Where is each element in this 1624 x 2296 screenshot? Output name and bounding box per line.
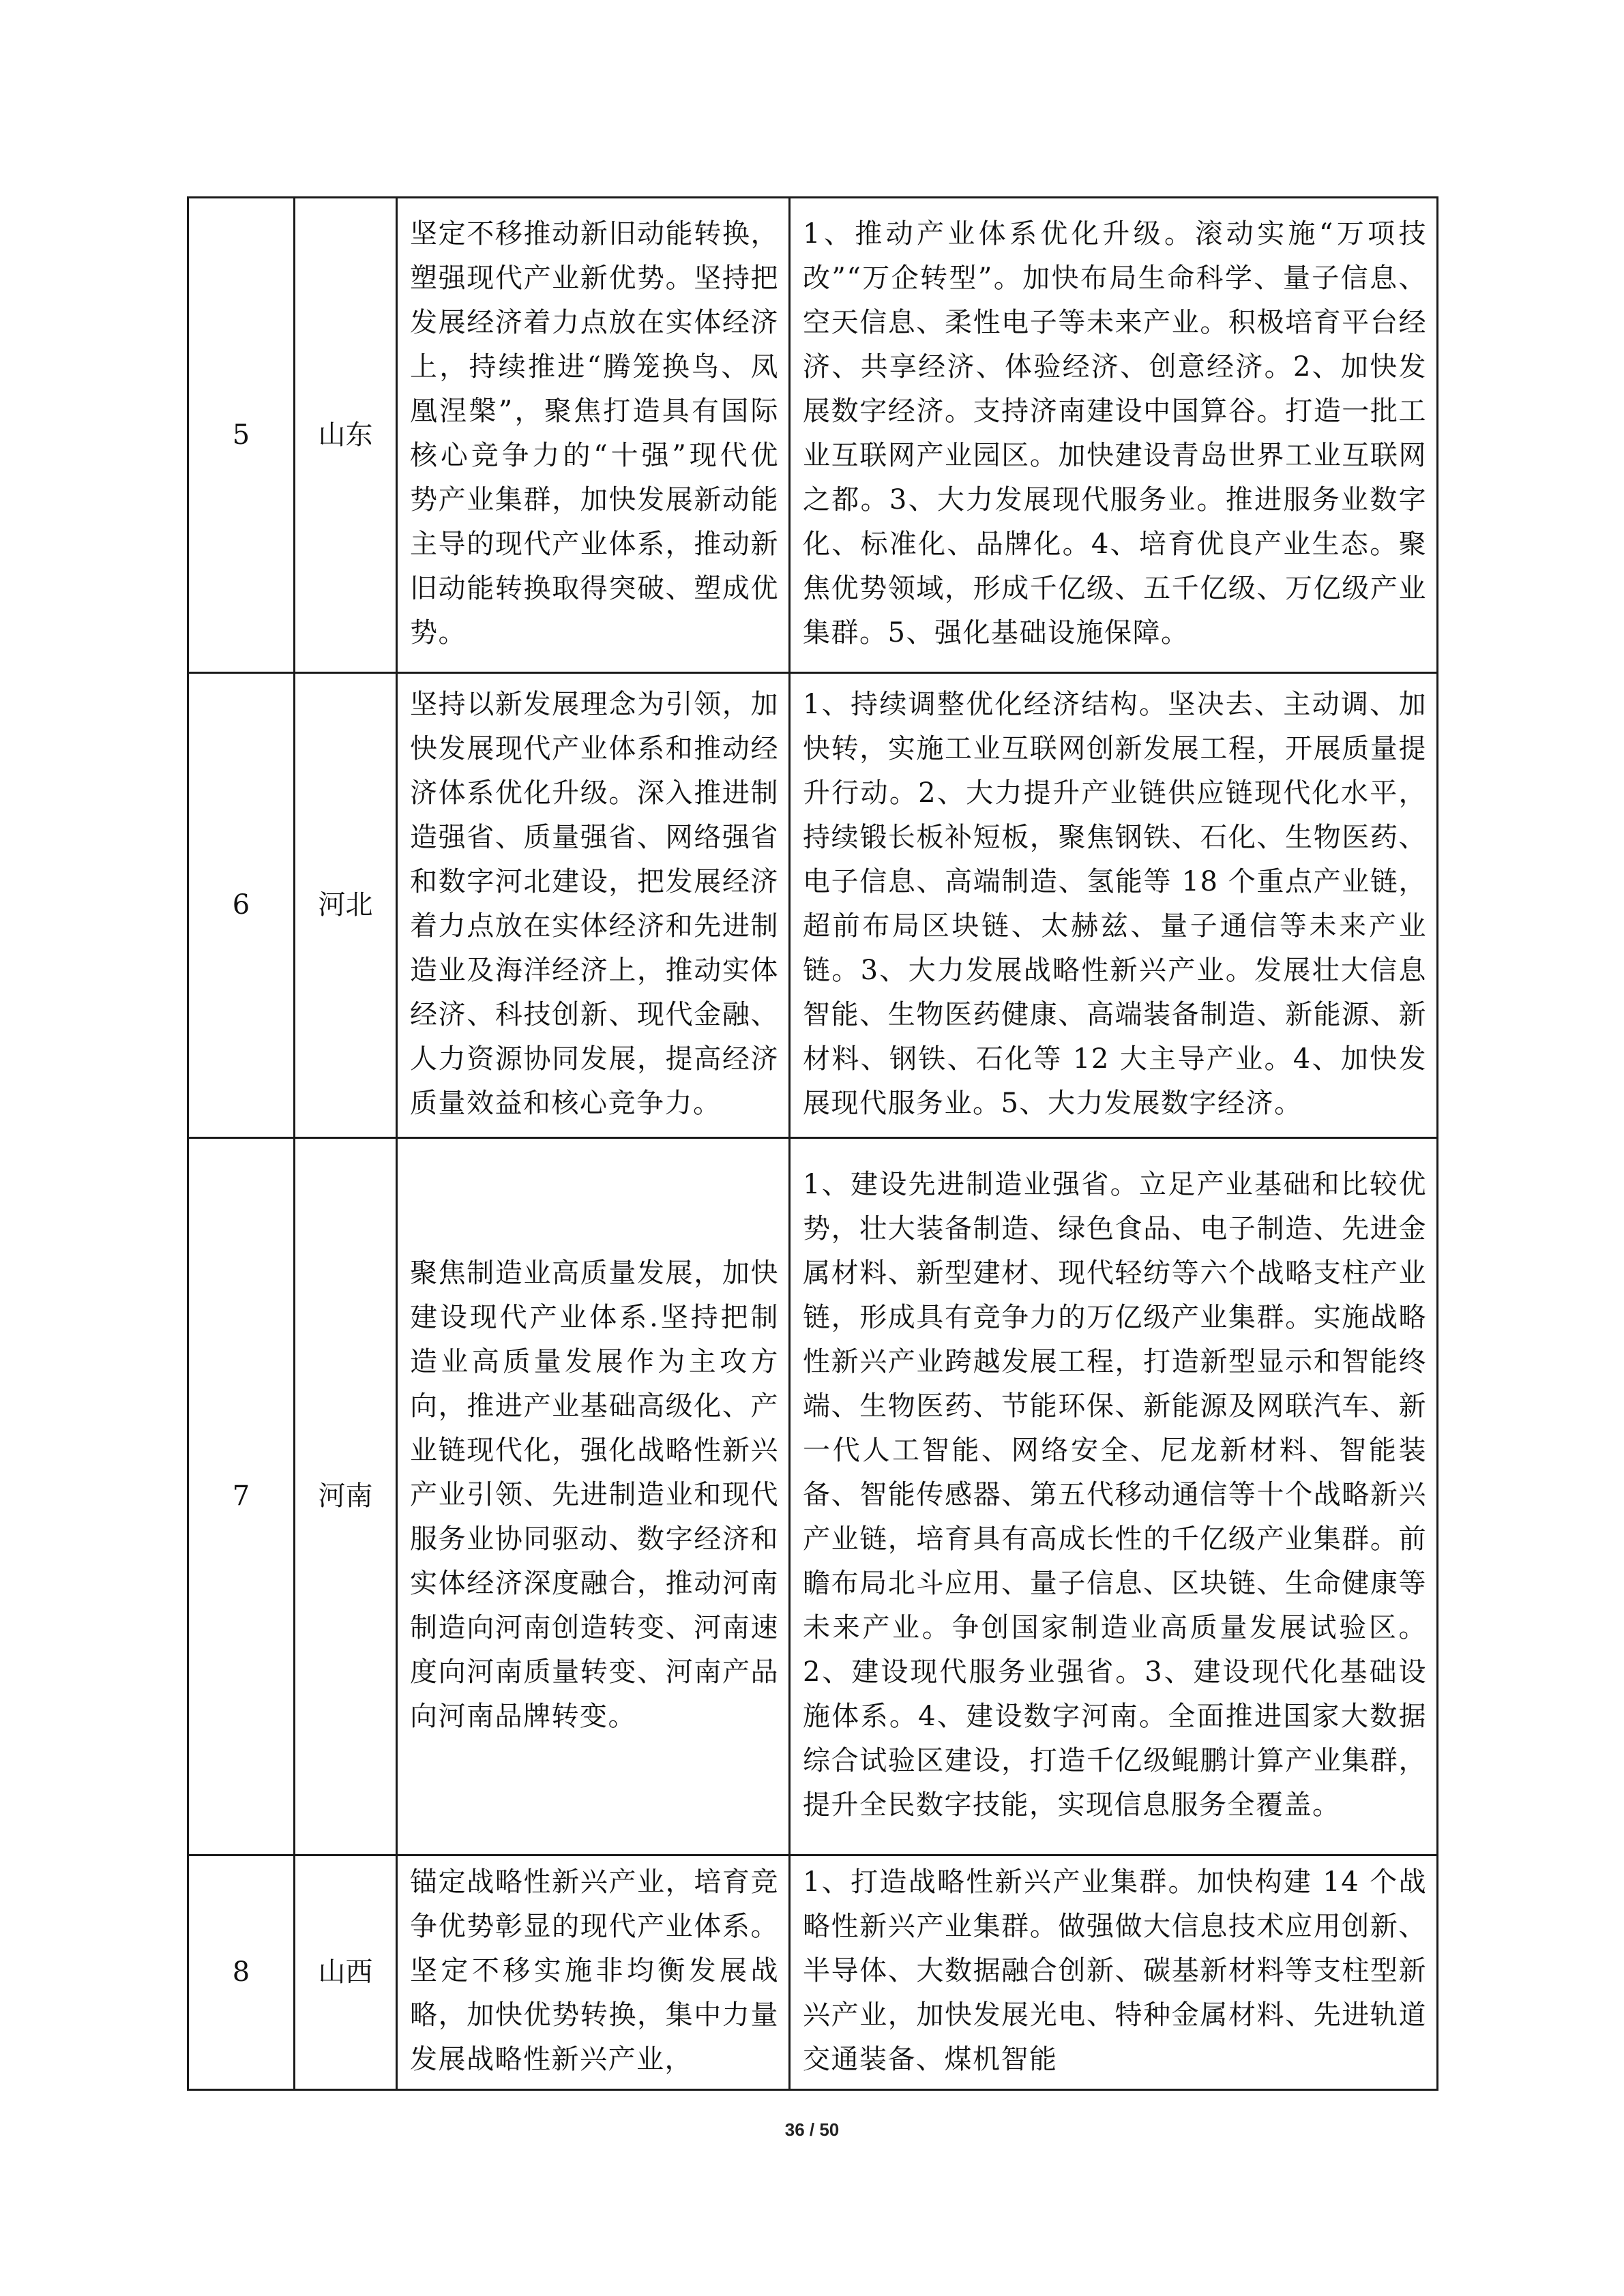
page-number: 36 / 50 [784,2119,840,2140]
key-measures: 1、持续调整优化经济结构。坚决去、主动调、加快转，实施工业互联网创新发展工程，开展质量提升行动。2、大力提升产业链供应链现代化水平，持续锻长板补短板，聚焦钢铁、石化、生物医药、电子信息、高端制造、氢能等 18 个重点产业链，超前布局区块链、太赫兹、量子通信等未来产业链。3、大力发展战略性新兴产业。发展壮大信息智能、生物医药健康、高端装备制造、新能源、新材料、钢铁、石化等 12 大主导产业。4、加快发展现代服务业。5、大力发展数字经济。 [790,673,1438,1138]
key-measures: 1、建设先进制造业强省。立足产业基础和比较优势，壮大装备制造、绿色食品、电子制造、先进金属材料、新型建材、现代轻纺等六个战略支柱产业链，形成具有竞争力的万亿级产业集群。实施战略性新兴产业跨越发展工程，打造新型显示和智能终端、生物医药、节能环保、新能源及网联汽车、新一代人工智能、网络安全、尼龙新材料、智能装备、智能传感器、第五代移动通信等十个战略新兴产业链，培育具有高成长性的千亿级产业集群。前瞻布局北斗应用、量子信息、区块链、生命健康等未来产业。争创国家制造业高质量发展试验区。2、建设现代服务业强省。3、建设现代化基础设施体系。4、建设数字河南。全面推进国家大数据综合试验区建设，打造千亿级鲲鹏计算产业集群，提升全民数字技能，实现信息服务全覆盖。 [790,1138,1438,1855]
row-number: 5 [188,198,295,673]
row-number: 7 [188,1138,295,1855]
province-name: 河南 [295,1138,397,1855]
province-name: 山东 [295,198,397,673]
development-direction: 聚焦制造业高质量发展，加快建设现代产业体系.坚持把制造业高质量发展作为主攻方向，推进产业基础高级化、产业链现代化，强化战略性新兴产业引领、先进制造业和现代服务业协同驱动、数字经济和实体经济深度融合，推动河南制造向河南创造转变、河南速度向河南质量转变、河南产品向河南品牌转变。 [397,1138,790,1855]
table-row [188,1138,1438,1855]
row-number: 6 [188,673,295,1138]
table-row [188,198,1438,673]
development-direction: 锚定战略性新兴产业，培育竞争优势彰显的现代产业体系。坚定不移实施非均衡发展战略，加快优势转换，集中力量发展战略性新兴产业， [397,1855,790,2090]
province-name: 山西 [295,1855,397,2090]
key-measures: 1、打造战略性新兴产业集群。加快构建 14 个战略性新兴产业集群。做强做大信息技术应用创新、半导体、大数据融合创新、碳基新材料等支柱型新兴产业，加快发展光电、特种金属材料、先进轨道交通装备、煤机智能 [790,1855,1438,2090]
table-row [188,673,1438,1138]
province-name: 河北 [295,673,397,1138]
development-direction: 坚定不移推动新旧动能转换，塑强现代产业新优势。坚持把发展经济着力点放在实体经济上，持续推进“腾笼换鸟、凤凰涅槃”，聚焦打造具有国际核心竞争力的“十强”现代优势产业集群，加快发展新动能主导的现代产业体系，推动新旧动能转换取得突破、塑成优势。 [397,198,790,673]
key-measures: 1、推动产业体系优化升级。滚动实施“万项技改”“万企转型”。加快布局生命科学、量子信息、空天信息、柔性电子等未来产业。积极培育平台经济、共享经济、体验经济、创意经济。2、加快发展数字经济。支持济南建设中国算谷。打造一批工业互联网产业园区。加快建设青岛世界工业互联网之都。3、大力发展现代服务业。推进服务业数字化、标准化、品牌化。4、培育优良产业生态。聚焦优势领域，形成千亿级、五千亿级、万亿级产业集群。5、强化基础设施保障。 [790,198,1438,673]
policy-table [187,196,1438,2091]
table-row [188,1855,1438,2090]
development-direction: 坚持以新发展理念为引领，加快发展现代产业体系和推动经济体系优化升级。深入推进制造强省、质量强省、网络强省和数字河北建设，把发展经济着力点放在实体经济和先进制造业及海洋经济上，推动实体经济、科技创新、现代金融、人力资源协同发展，提高经济质量效益和核心竞争力。 [397,673,790,1138]
row-number: 8 [188,1855,295,2090]
